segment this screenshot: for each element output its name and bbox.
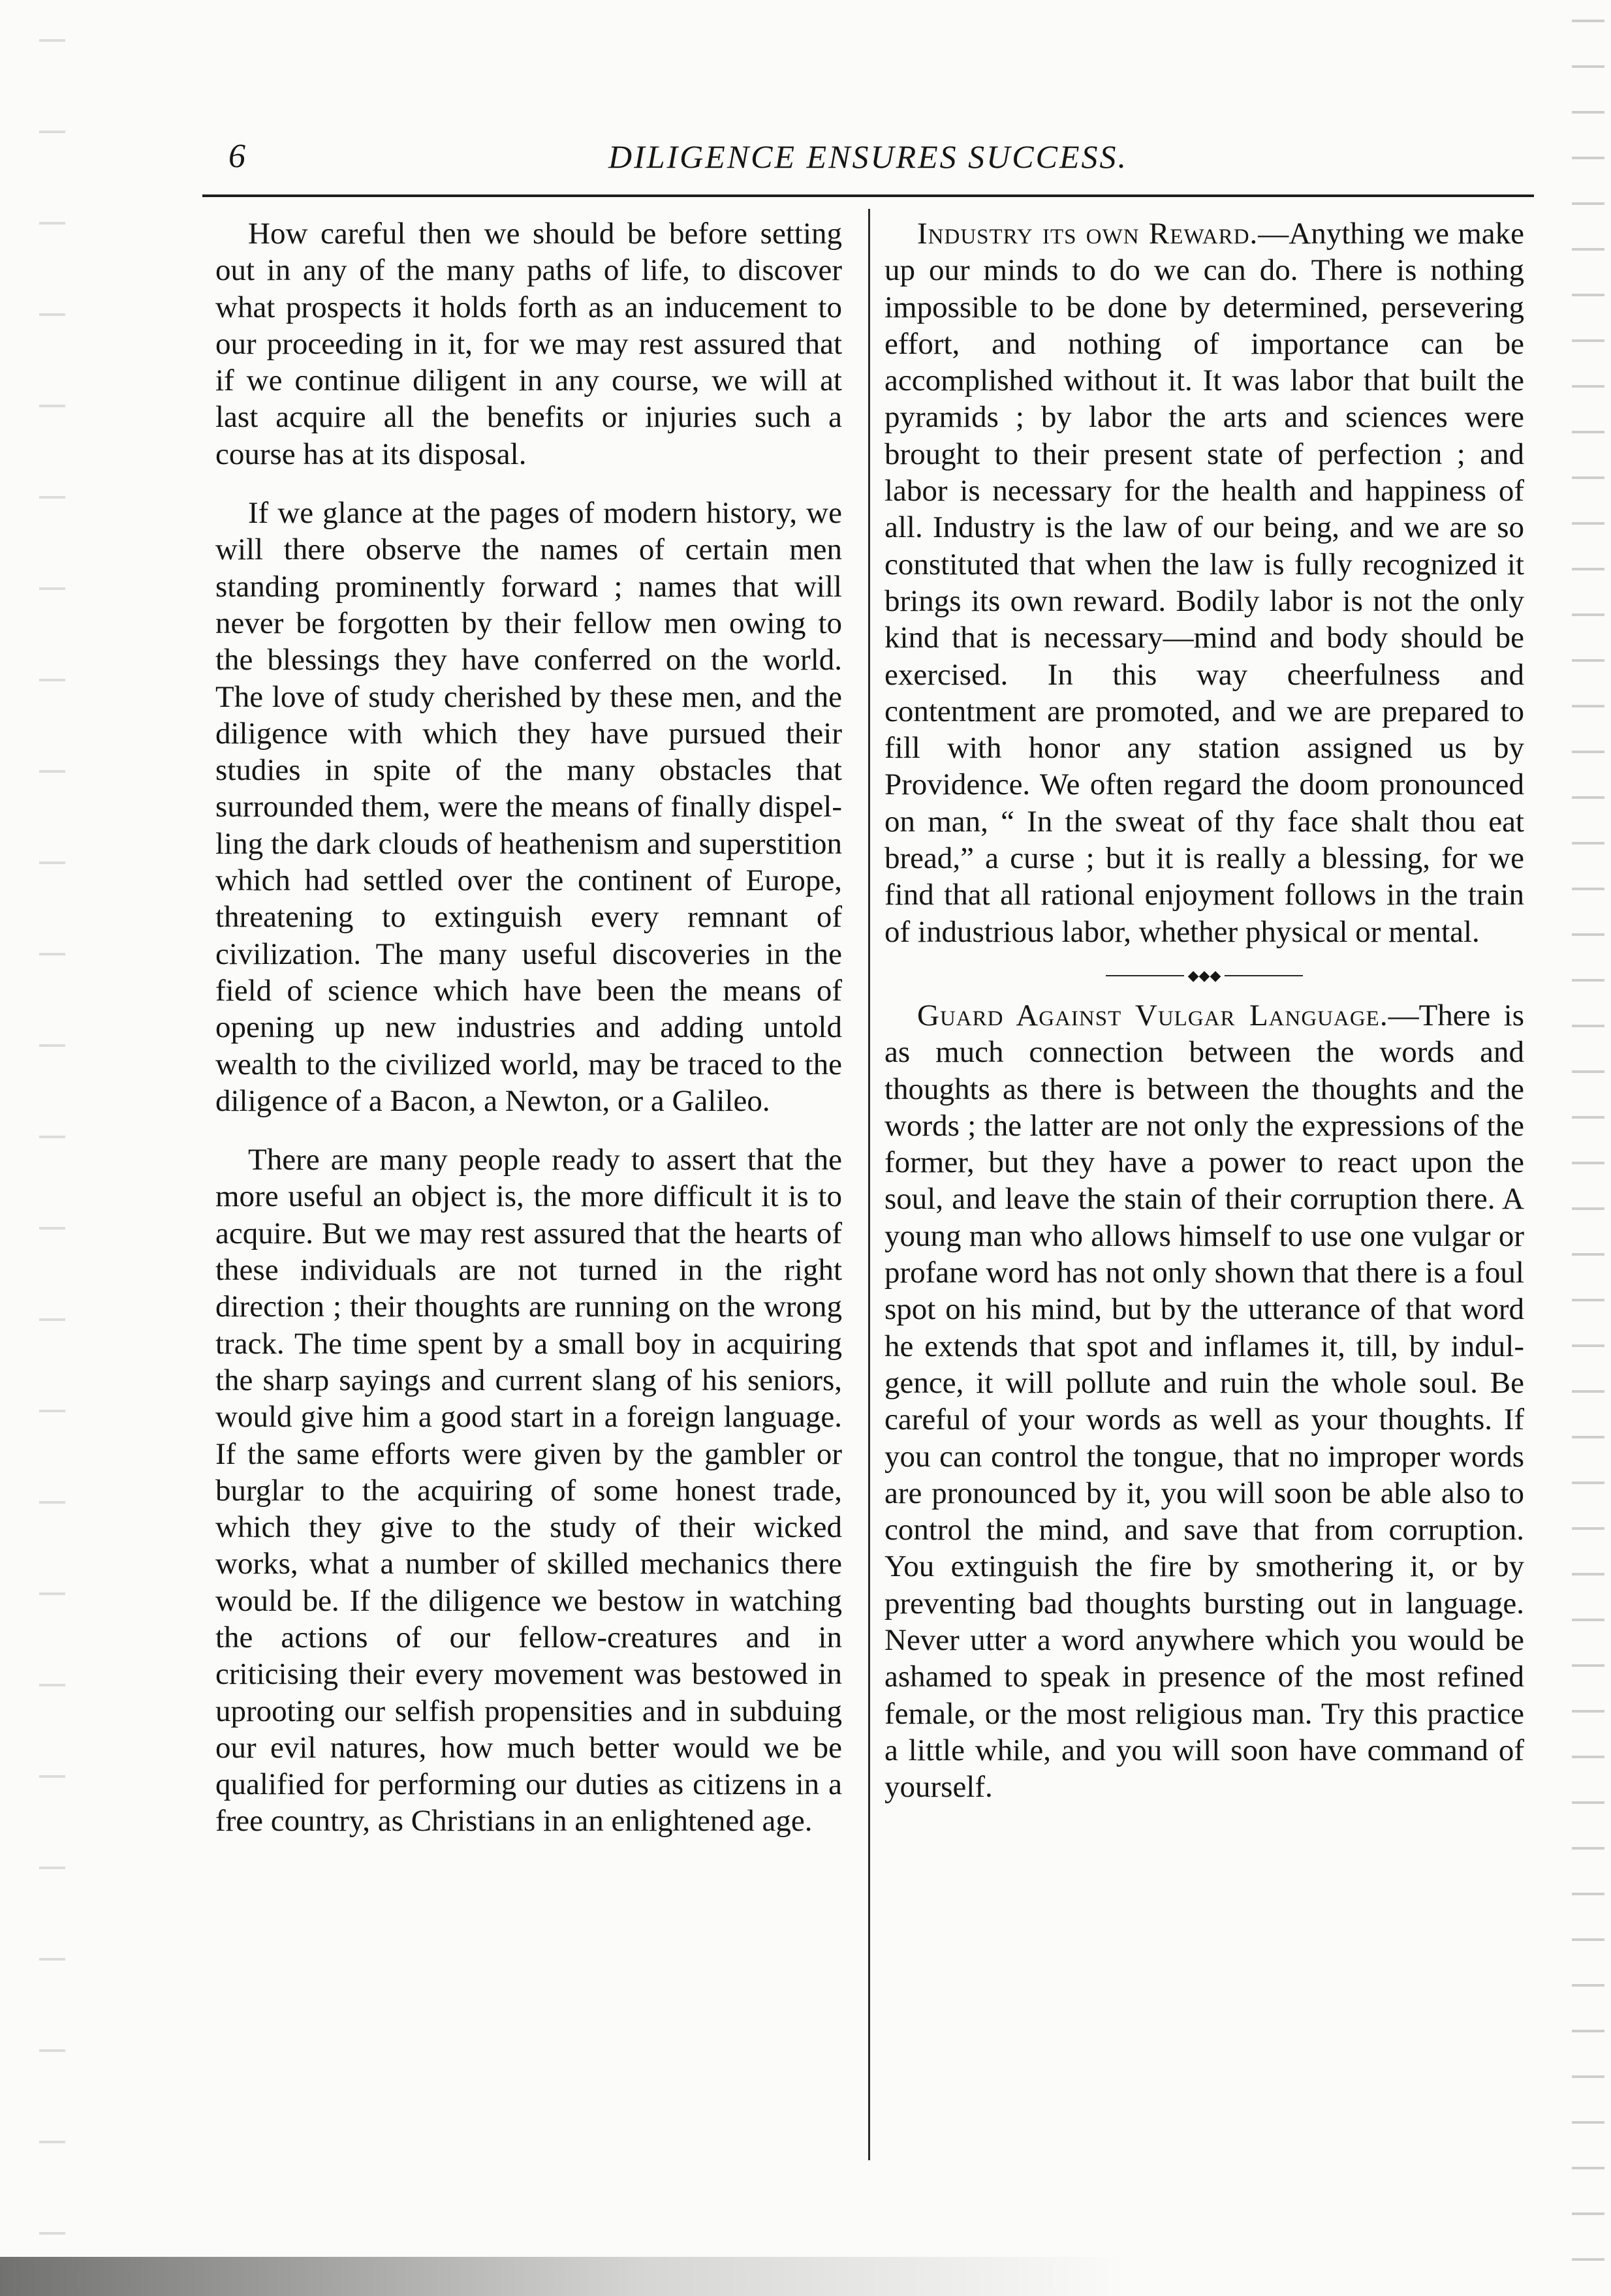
scan-shadow-bottom — [0, 2257, 1611, 2296]
scan-shadow-left — [39, 0, 65, 2296]
section-ornament — [884, 967, 1524, 984]
running-title: DILIGENCE ENSURES SUCCESS. — [608, 138, 1129, 175]
section-body-industry: —Anything we make up our minds to do we can do. There is nothing impossible to be done by determined, persevering effort, and nothing of importance can be accomplished without it. It was labor that built the pyramids ; by labor the arts and sciences were brought to their present state of perfection ; and labor is necessary for the health and happiness of all. Industry is the law of our being, and we are so constituted that when the law is fully recognized it brings its own reward. Bodily labor is not the only kind that is necessary—mind and body should be exercised. In this way cheerfulness and contentment are promoted, and we are prepared to fill with honor any station assigned us by Providence. We often regard the doom pronounced on man, “ In the sweat of thy face shalt thou eat bread,” a curse ; but it is really a blessing, for we find that all rational enjoyment follows in the train of industrious labor, whether physical or mental. — [884, 217, 1524, 949]
right-column — [884, 215, 1524, 1827]
page-header — [215, 131, 1521, 196]
section-vulgar-language — [884, 997, 1524, 1806]
ornament-mark: ◆◆◆ — [1187, 967, 1221, 984]
left-column — [215, 215, 842, 1862]
section-industry — [884, 215, 1524, 950]
ornament-line-left — [1106, 975, 1184, 976]
section-title-vulgar-language: Guard Against Vulgar Language. — [917, 998, 1388, 1032]
paragraph-history: If we glance at the pages of modern history, we will there observe the names of certain men standing prominently forward ; names that will never be forgotten by their fellow men owing to the blessings they have conferred on the world. The love of study cherished by these men, and the diligence with which they have pursued their studies in spite of the many obstacles that surrounded them, were the means of finally dispelling the dark clouds of heathenism and superstition which had settled over the continent of Europe, threatening to extinguish every remnant of civilization. The many useful discoveries in the field of science which have been the means of opening up new industries and adding untold wealth to the civilized world, may be traced to the diligence of a Bacon, a Newton, or a Galileo. — [215, 496, 842, 1118]
section-body-vulgar-language: —There is as much connection between the words and thoughts as there is between the thoughts and the words ; the latter are not only the expressions of the former, but they have a power to react upon the soul, and leave the stain of their corruption there. A young man who allows himself to use one vulgar or profane word has not only shown that there is a foul spot on his mind, but by the utterance of that word he extends that spot and inflames it, till, by indulgence, it will pollute and ruin the whole soul. Be careful of your words as well as your thoughts. If you can control the tongue, that no improper words are pronounced by it, you will soon be able also to control the mind, and save that from corruption. You extinguish the fire by smothering it, or by preventing bad thoughts bursting out in language. Never utter a word anywhere which you would be ashamed to speak in presence of the most refined female, or the most religious man. Try this practice a little while, and you will soon have command of yourself. — [884, 998, 1525, 1805]
page-number: 6 — [228, 138, 245, 175]
column-divider — [868, 209, 870, 2160]
paragraph-many-people: There are many people ready to assert that the more useful an object is, the more difficult it is to acquire. But we may rest assured that the hearts of these individuals are not turned in the right direction ; their thoughts are running on the wrong track. The time spent by a small boy in acquiring the sharp sayings and current slang of his seniors, would give him a good start in a foreign language. If the same efforts were given by the gambler or burglar to the acquiring of some honest trade, which they give to the study of their wicked works, what a number of skilled mechanics there would be. If the diligence we bestow in watching the actions of our fellow-creatures and in criticising their every movement was bestowed in uprooting our selfish propensities and in subduing our evil natures, how much better would we be qualified for performing our duties as citizens in a free country, as Christians in an enlightened age. — [215, 1143, 842, 1838]
paragraph-careful: How careful then we should be before setting out in any of the many paths of life, to discover what prospects it holds forth as an inducement to our proceeding in it, for we may rest assured that if we continue diligent in any course, we will at last acquire all the benefits or injuries such a course has at its disposal. — [215, 217, 842, 471]
ornament-line-right — [1225, 975, 1303, 976]
scan-shadow-right — [1572, 0, 1604, 2296]
section-title-industry: Industry its own Reward. — [917, 217, 1259, 251]
header-rule — [202, 194, 1534, 197]
